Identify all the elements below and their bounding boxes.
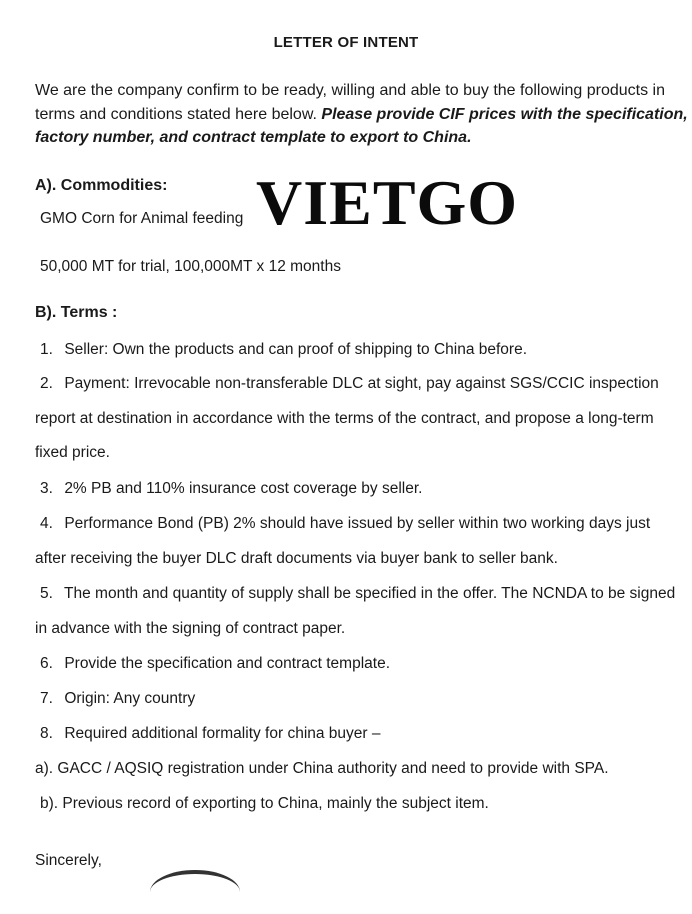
- term-item-5-continuation: in advance with the signing of contract paper.: [35, 620, 346, 637]
- commodities-heading: A). Commodities:: [35, 177, 168, 194]
- term-text: Seller: Own the products and can proof of shipping to China before.: [64, 341, 528, 358]
- term-text: Performance Bond (PB) 2% should have issued by seller within two working days just: [64, 515, 651, 532]
- term-number: 1.: [40, 341, 53, 358]
- term-text: Provide the specification and contract template.: [64, 655, 390, 672]
- term-item-6: [40, 655, 390, 673]
- term-item-2-continuation: fixed price.: [35, 444, 110, 461]
- vietgo-watermark: VIETGO: [256, 167, 519, 238]
- term-item-5: [40, 585, 675, 603]
- term-text: The month and quantity of supply shall be specified in the offer. The NCNDA to be signed: [64, 585, 676, 602]
- term-item-2-continuation: report at destination in accordance with the terms of the contract, and propose a long-term: [35, 410, 654, 427]
- term-text: Origin: Any country: [64, 690, 196, 707]
- intro-line-1: We are the company confirm to be ready, willing and able to buy the following products in: [35, 82, 665, 99]
- term-number: 2.: [40, 375, 53, 392]
- term-item-4: [40, 515, 650, 533]
- closing-sincerely: Sincerely,: [35, 852, 102, 869]
- term-number: 4.: [40, 515, 53, 532]
- term-text: Payment: Irrevocable non-transferable DLC at sight, pay against SGS/CCIC inspection: [64, 375, 659, 392]
- term-item-7: [40, 690, 195, 708]
- term-number: 7.: [40, 690, 53, 707]
- intro-line-2: [35, 106, 688, 124]
- intro-line-2-plain: terms and conditions stated here below.: [35, 106, 322, 123]
- term-item-8: [40, 725, 381, 743]
- term-sub-b: b). Previous record of exporting to China, mainly the subject item.: [40, 795, 489, 812]
- terms-heading: B). Terms :: [35, 304, 118, 321]
- term-text: Required additional formality for china buyer –: [64, 725, 381, 742]
- term-item-2: [40, 375, 659, 393]
- term-item-1: [40, 341, 527, 359]
- term-text: 2% PB and 110% insurance cost coverage by seller.: [64, 480, 423, 497]
- term-item-4-continuation: after receiving the buyer DLC draft documents via buyer bank to seller bank.: [35, 550, 558, 567]
- commodity-quantity: 50,000 MT for trial, 100,000MT x 12 months: [40, 258, 341, 275]
- intro-line-3: factory number, and contract template to export to China.: [35, 129, 472, 146]
- letter-title: LETTER OF INTENT: [273, 34, 419, 51]
- term-number: 3.: [40, 480, 53, 497]
- term-number: 6.: [40, 655, 53, 672]
- commodity-product: GMO Corn for Animal feeding: [40, 210, 244, 227]
- intro-line-2-emphasis: Please provide CIF prices with the specification,: [321, 106, 688, 123]
- signature-stamp-partial: [150, 870, 240, 914]
- term-number: 5.: [40, 585, 53, 602]
- term-sub-a: a). GACC / AQSIQ registration under China authority and need to provide with SPA.: [35, 760, 609, 777]
- term-item-3: [40, 480, 422, 498]
- term-number: 8.: [40, 725, 53, 742]
